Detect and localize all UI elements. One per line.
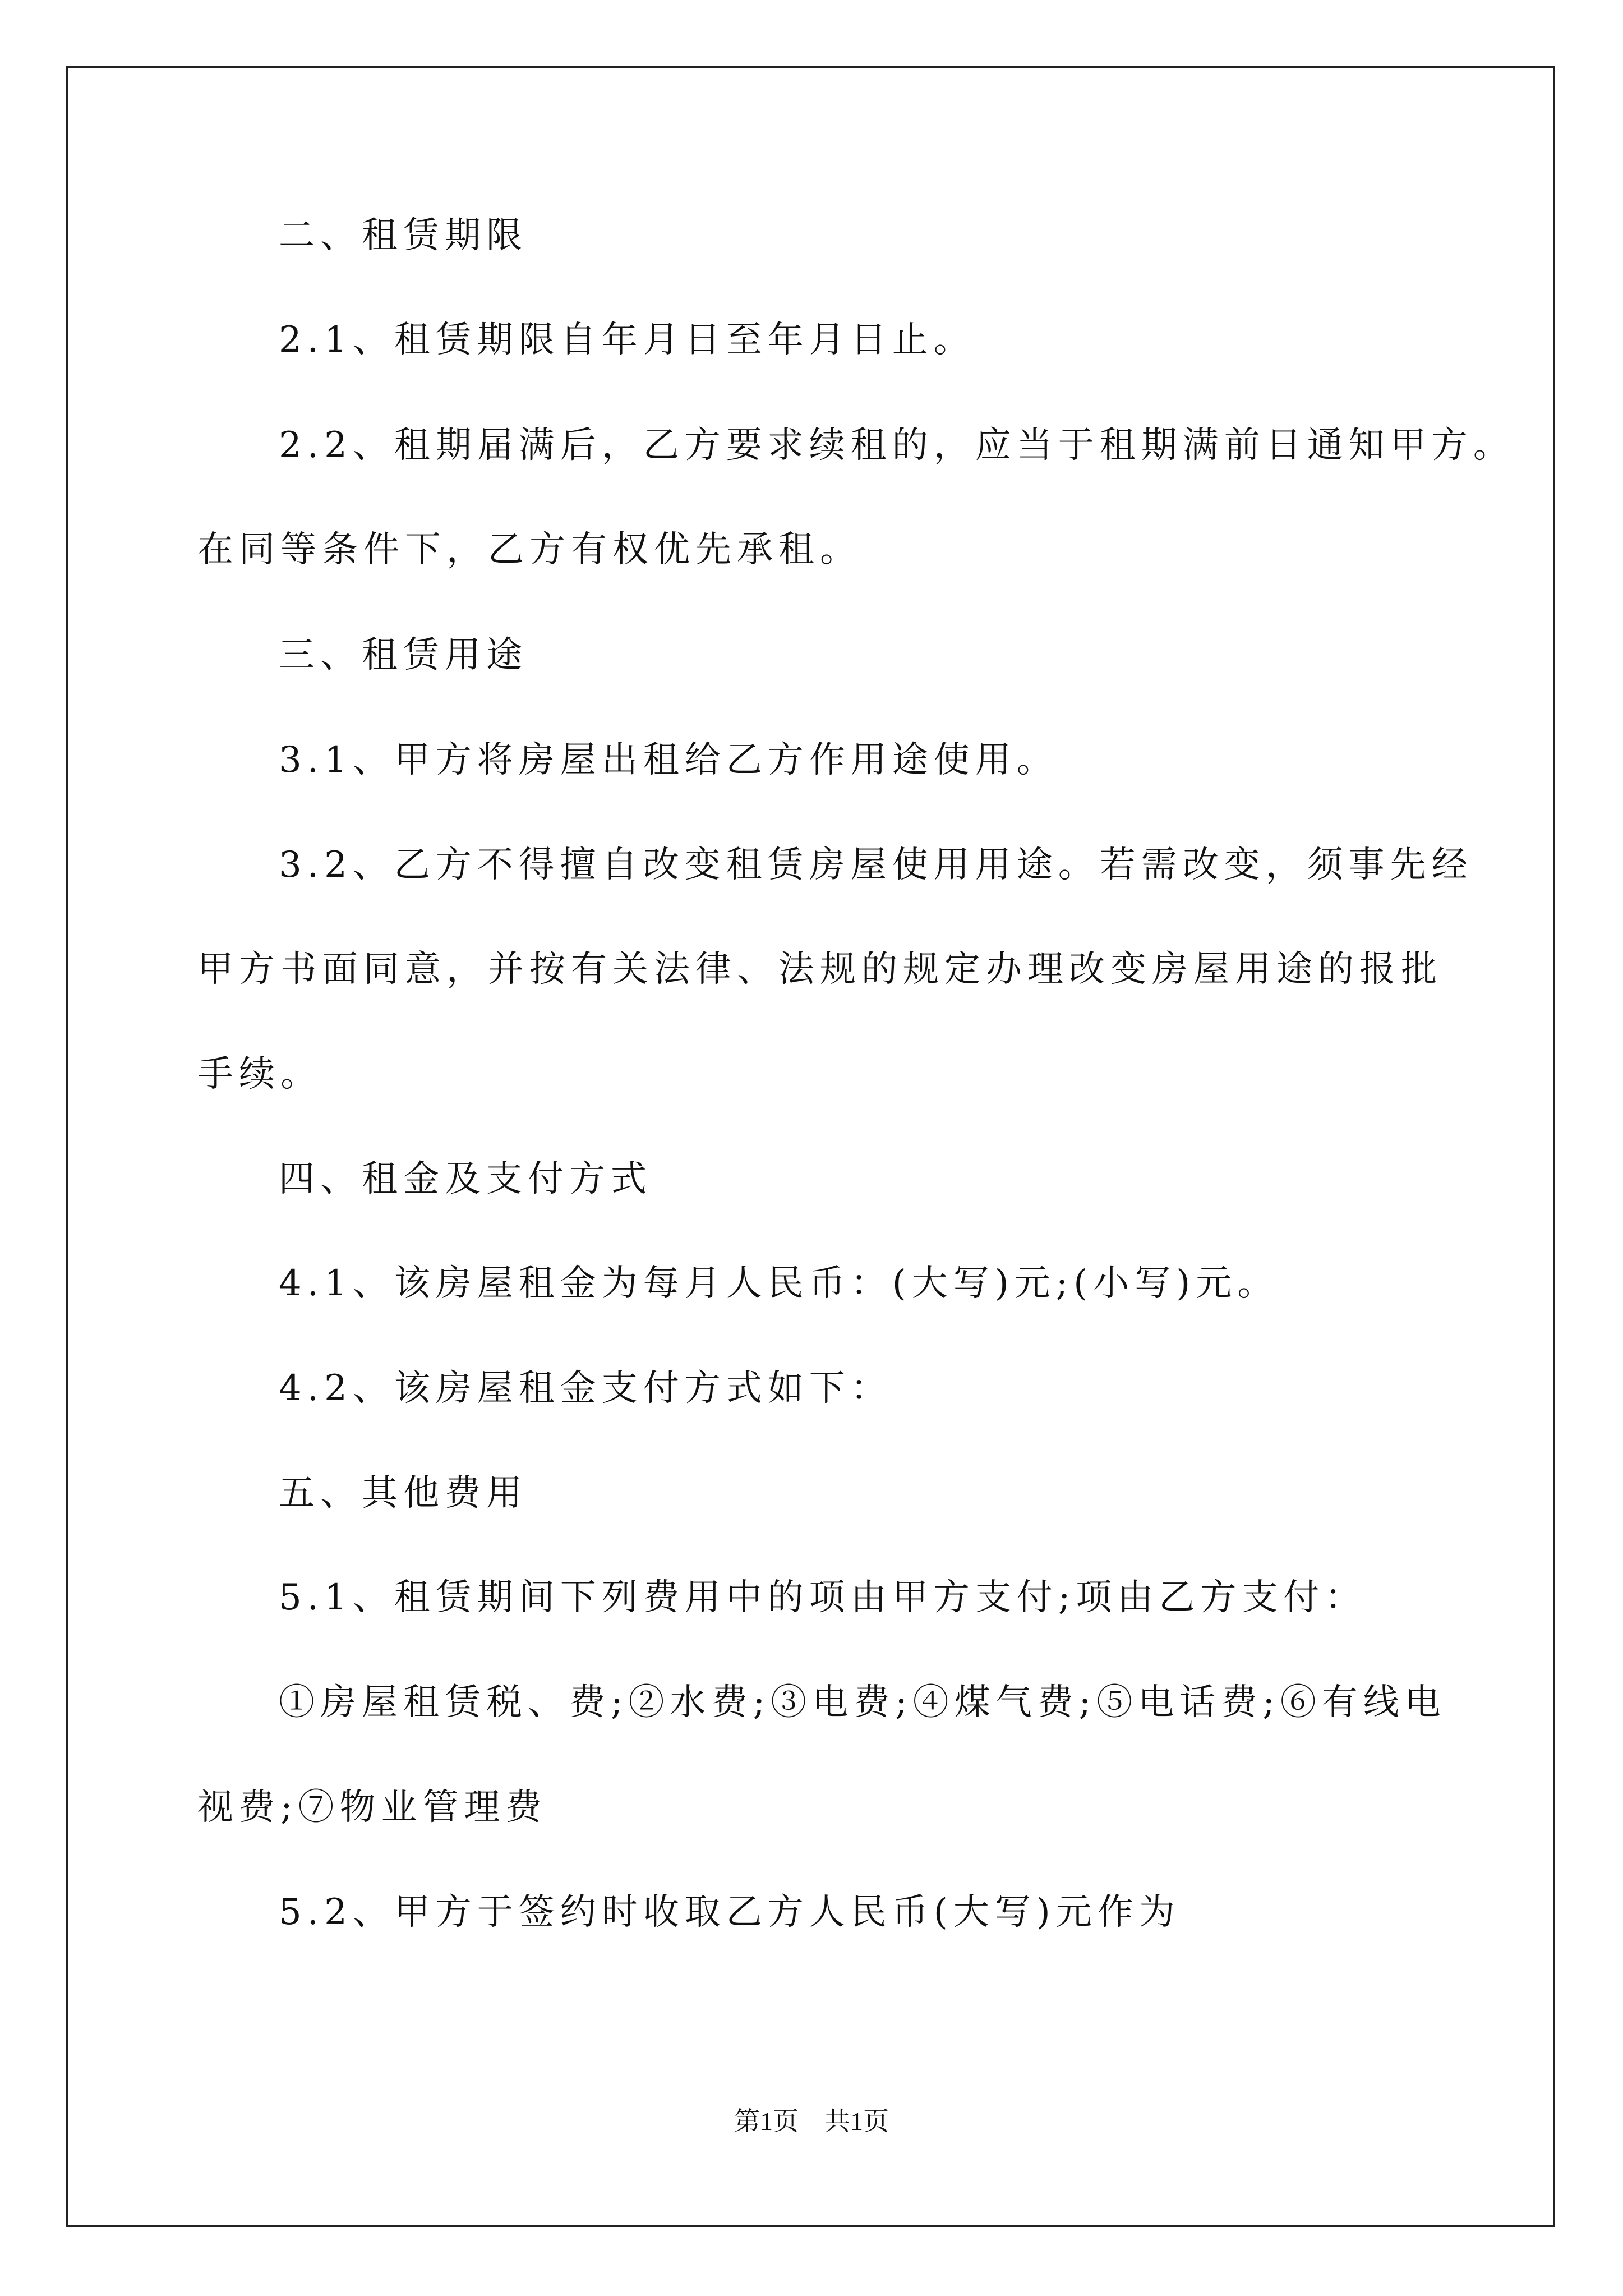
section-heading-other-fees: 五、其他费用: [279, 1473, 528, 1514]
section-heading-rent-payment: 四、租金及支付方式: [279, 1158, 652, 1200]
clause-2-2-line-1: 2.2、租期届满后，乙方要求续租的，应当于租期满前日通知甲方。: [279, 425, 1515, 466]
clause-2-2-line-2: 在同等条件下，乙方有权优先承租。: [197, 529, 861, 570]
clause-4-1: 4.1、该房屋租金为每月人民币：(大写)元;(小写)元。: [279, 1263, 1279, 1304]
section-heading-lease-use: 三、租赁用途: [279, 634, 528, 676]
clause-5-1: 5.1、租赁期间下列费用中的项由甲方支付;项由乙方支付：: [279, 1577, 1367, 1618]
clause-3-2-line-1: 3.2、乙方不得擅自改变租赁房屋使用用途。若需改变，须事先经: [279, 844, 1473, 886]
clause-2-1: 2.1、租赁期限自年月日至年月日止。: [279, 319, 975, 361]
page-number-footer: 第1页 共1页: [734, 2107, 889, 2136]
clause-4-2: 4.2、该房屋租金支付方式如下：: [279, 1368, 892, 1409]
fee-list-line-1: ①房屋租赁税、费;②水费;③电费;④煤气费;⑤电话费;⑥有线电: [279, 1682, 1446, 1723]
clause-3-2-line-3: 手续。: [197, 1053, 322, 1095]
clause-3-1: 3.1、甲方将房屋出租给乙方作用途使用。: [279, 739, 1058, 781]
clause-5-2: 5.2、甲方于签约时收取乙方人民币(大写)元作为: [279, 1892, 1181, 1933]
fee-list-line-2: 视费;⑦物业管理费: [197, 1787, 547, 1828]
clause-3-2-line-2: 甲方书面同意，并按有关法律、法规的规定办理改变房屋用途的报批: [197, 949, 1442, 990]
section-heading-lease-term: 二、租赁期限: [279, 215, 528, 256]
